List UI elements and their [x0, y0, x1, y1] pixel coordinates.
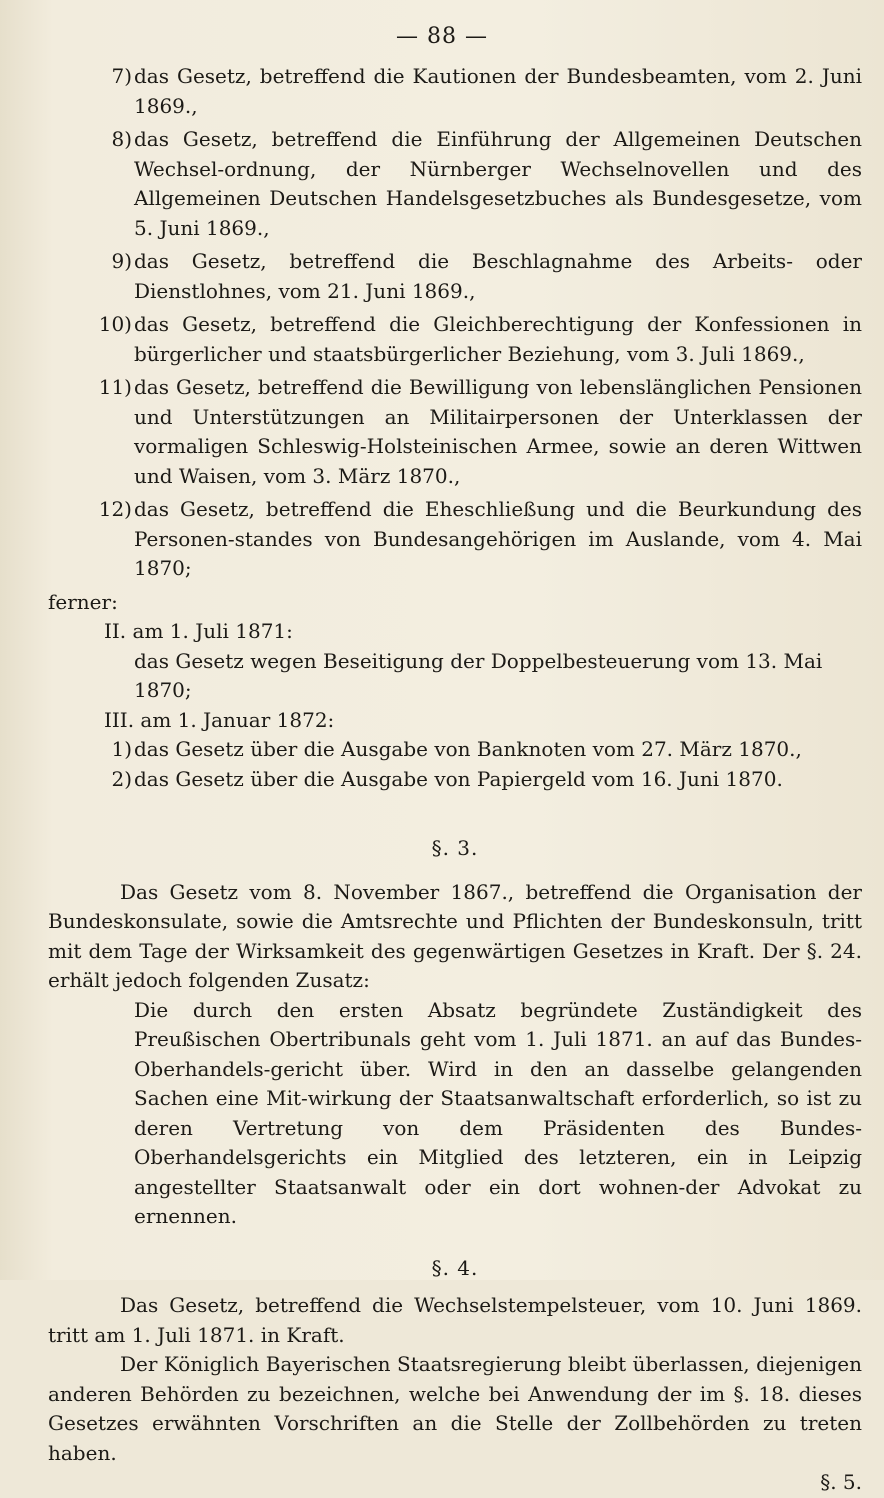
list-item — [48, 765, 862, 795]
item-number: 2) — [111, 766, 132, 791]
section-4-paragraph-2: Der Königlich Bayerischen Staatsregierung bleibt überlassen, diejenigen anderen Behörden zu bezeichnen, welche bei Anwendung der im §. 18. dieses Gesetzes erwähnten Vorschriften an die Stelle der Zollbehörden zu treten haben. — [48, 1352, 862, 1465]
part3-heading: III. am 1. Januar 1872: — [104, 707, 335, 732]
item-text: das Gesetz über die Ausgabe von Papiergeld vom 16. Juni 1870. — [134, 766, 783, 791]
section-3-heading: §. 3. — [431, 836, 479, 860]
catchword: §. 5. — [820, 1470, 862, 1494]
item-text: das Gesetz über die Ausgabe von Banknoten vom 27. März 1870., — [134, 737, 802, 761]
item-number: 12) — [98, 497, 132, 521]
item-text: das Gesetz, betreffend die Kautionen der Bundesbeamten, vom 2. Juni 1869., — [134, 64, 862, 118]
item-text: das Gesetz, betreffend die Bewilligung von lebenslänglichen Pensionen und Unterstützungen an Militairpersonen der Unterklassen der vormaligen Schleswig-Holsteinischen Armee, sowie an deren Wittwen und Waisen, vom 3. März 1870., — [134, 375, 862, 488]
page-content — [48, 62, 862, 1498]
list-item — [48, 495, 862, 584]
list-item — [48, 62, 862, 121]
item-number: 8) — [111, 127, 132, 151]
item-number: 1) — [111, 737, 132, 761]
list-item — [48, 125, 862, 243]
list-item — [48, 247, 862, 306]
item-number: 11) — [98, 375, 132, 399]
part2-heading: II. am 1. Juli 1871: — [104, 619, 293, 643]
list-item — [48, 735, 862, 765]
section-4-paragraph-1: Das Gesetz, betreffend die Wechselstempelsteuer, vom 10. Juni 1869. tritt am 1. Juli 1871. in Kraft. — [48, 1293, 862, 1347]
item-number: 7) — [111, 64, 132, 88]
item-text: das Gesetz, betreffend die Eheschließung und die Beurkundung des Personen-standes von Bundesangehörigen im Auslande, vom 4. Mai 1870; — [134, 497, 862, 580]
item-text: das Gesetz, betreffend die Einführung der Allgemeinen Deutschen Wechsel-ordnung, der Nürnberger Wechselnovellen und des Allgemeinen Deutschen Handelsgesetzbuches als Bundesgesetze, vom 5. Juni 1869., — [134, 127, 862, 240]
list-item — [48, 373, 862, 491]
page-number: — 88 — — [396, 24, 488, 49]
section-4-heading: §. 4. — [431, 1255, 479, 1280]
ferner-label: ferner: — [48, 589, 118, 614]
section-3-paragraph: Das Gesetz vom 8. November 1867., betreffend die Organisation der Bundeskonsulate, sowie die Amtsrechte und Pflichten der Bundeskonsuln, tritt mit dem Tage der Wirksamkeit des gegenwärtigen Gesetzes in Kraft. Der §. 24. erhält jedoch folgenden Zusatz: — [48, 879, 862, 992]
list-item — [48, 310, 862, 369]
section-3-quote: Die durch den ersten Absatz begründete Zuständigkeit des Preußischen Obertribunals geht vom 1. Juli 1871. an auf das Bundes-Oberhandels-gericht über. Wird in den an dasselbe gelangenden Sachen eine Mit-wirkung der Staatsanwaltschaft erforderlich, so ist zu deren Vertretung von dem Präsidenten des Bundes-Oberhandelsgerichts ein Mitglied des letzteren, ein in Leipzig angestellter Staatsanwalt oder ein dort wohnen-der Advokat zu ernennen. — [134, 997, 862, 1228]
item-number: 9) — [111, 249, 132, 273]
item-number: 10) — [98, 312, 132, 336]
item-text: das Gesetz, betreffend die Gleichberechtigung der Konfessionen in bürgerlicher und staatsbürgerlicher Beziehung, vom 3. Juli 1869., — [134, 312, 862, 366]
part2-text: das Gesetz wegen Beseitigung der Doppelbesteuerung vom 13. Mai 1870; — [134, 648, 823, 702]
item-text: das Gesetz, betreffend die Beschlagnahme des Arbeits- oder Dienstlohnes, vom 21. Juni 1869., — [134, 249, 862, 303]
